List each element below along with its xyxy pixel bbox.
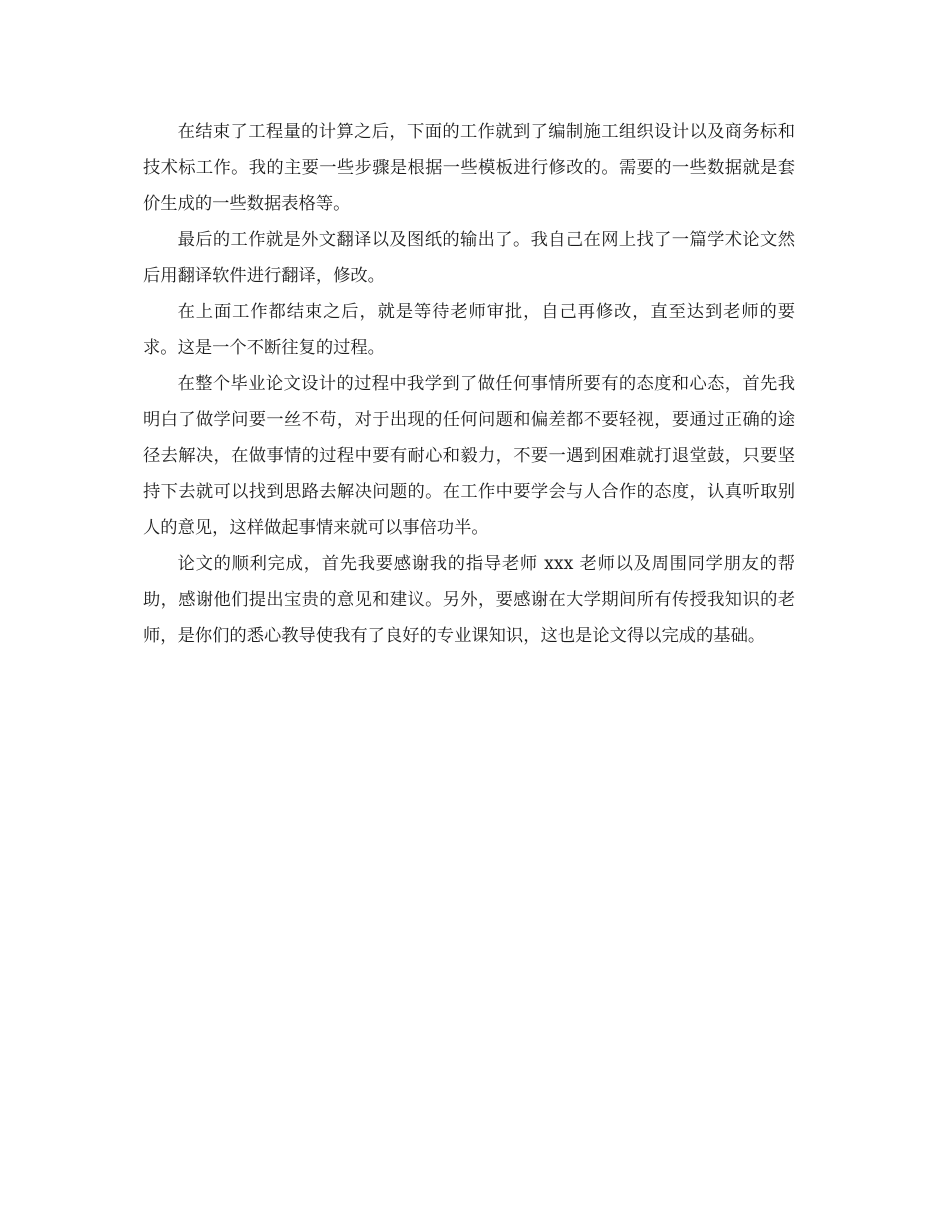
paragraph-review: 在上面工作都结束之后，就是等待老师审批，自己再修改，直至达到老师的要求。这是一个不断往复的过程。 bbox=[143, 302, 795, 358]
paragraph-translation: 最后的工作就是外文翻译以及图纸的输出了。我自己在网上找了一篇学术论文然后用翻译软件进行翻译，修改。 bbox=[143, 230, 795, 286]
paragraph-lessons: 在整个毕业论文设计的过程中我学到了做任何事情所要有的态度和心态，首先我明白了做学问要一丝不苟，对于出现的任何问题和偏差都不要轻视，要通过正确的途径去解决，在做事情的过程中要有耐心和毅力，不要一遇到困难就打退堂鼓，只要坚持下去就可以找到思路去解决问题的。在工作中要学会与人合作的态度，认真听取别人的意见，这样做起事情来就可以事倍功半。 bbox=[143, 374, 795, 538]
paragraph-work-progress: 在结束了工程量的计算之后，下面的工作就到了编制施工组织设计以及商务标和技术标工作。我的主要一些步骤是根据一些模板进行修改的。需要的一些数据就是套价生成的一些数据表格等。 bbox=[143, 122, 795, 214]
paragraph-acknowledgement: 论文的顺利完成，首先我要感谢我的指导老师 xxx 老师以及周围同学朋友的帮助，感谢他们提出宝贵的意见和建议。另外，要感谢在大学期间所有传授我知识的老师，是你们的悉心教导使我有了良好的专业课知识，这也是论文得以完成的基础。 bbox=[143, 554, 795, 646]
document-body bbox=[143, 114, 795, 654]
